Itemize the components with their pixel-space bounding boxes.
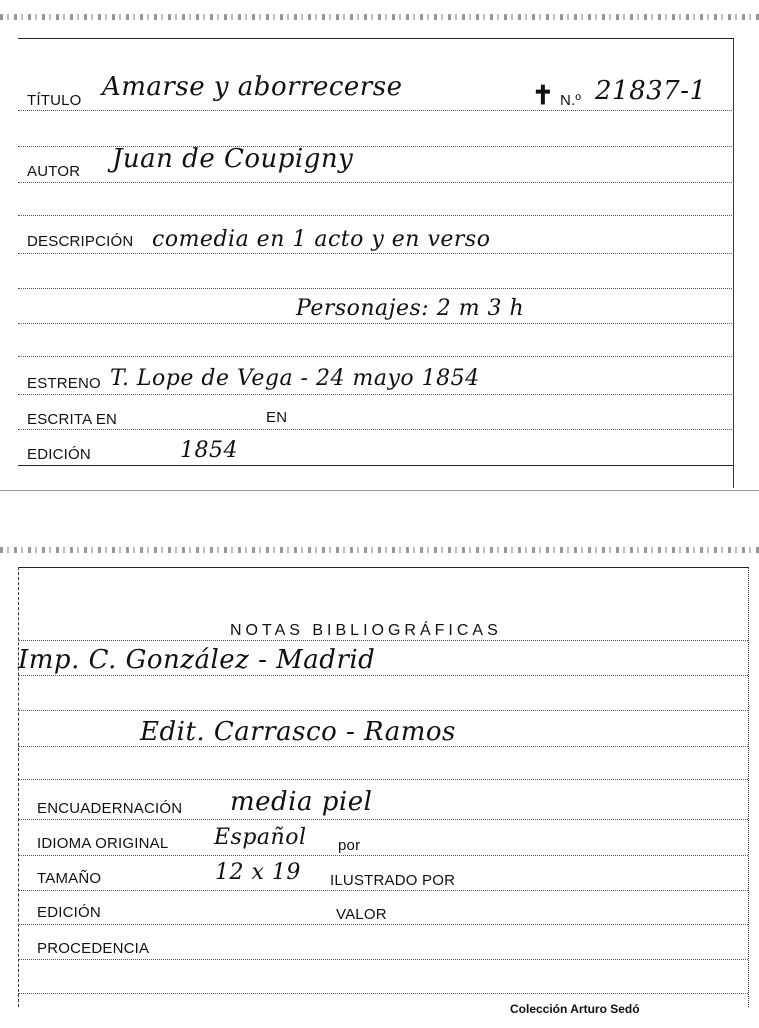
scan-noise-top (0, 14, 759, 20)
scan-noise-top-2 (0, 547, 759, 553)
rule-procedencia (18, 959, 748, 960)
valor-label: VALOR (336, 906, 387, 923)
card-2-left-border (18, 567, 19, 1007)
catalog-card-1 (0, 0, 759, 500)
rule-descripcion (18, 253, 734, 254)
rule-blank-5 (18, 710, 748, 711)
titulo-label: TÍTULO (27, 92, 82, 109)
rule-blank-2 (18, 215, 734, 216)
escrita-label: ESCRITA EN (27, 411, 118, 428)
card-right-border (733, 38, 734, 488)
nota-editorial: Edit. Carrasco - Ramos (140, 717, 456, 747)
card-top-border (18, 38, 734, 39)
descripcion-label: DESCRIPCIÓN (27, 233, 134, 250)
edicion-value: 1854 (180, 438, 238, 463)
notas-heading: NOTAS BIBLIOGRÁFICAS (230, 622, 502, 639)
nota-imprenta: Imp. C. González - Madrid (18, 645, 376, 675)
edicion-label: EDICIÓN (27, 446, 91, 463)
idioma-value: Español (214, 825, 307, 850)
cross-symbol: ✝ (532, 80, 554, 110)
rule-encuadernacion (18, 819, 748, 820)
tamano-value: 12 x 19 (215, 860, 301, 885)
rule-tamano (18, 890, 748, 891)
card-2-right-border (748, 567, 749, 1007)
por-label: por (338, 837, 361, 854)
catalog-card-2 (0, 535, 759, 1028)
idioma-label: IDIOMA ORIGINAL (37, 835, 169, 852)
rule-edicion (18, 465, 734, 466)
rule-edicion-2 (18, 924, 748, 925)
estreno-value: T. Lope de Vega - 24 mayo 1854 (110, 366, 480, 391)
estreno-label: ESTRENO (27, 375, 101, 392)
autor-value: Juan de Coupigny (112, 144, 354, 174)
rule-idioma (18, 855, 748, 856)
rule-heading (18, 640, 748, 641)
tamano-label: TAMAÑO (37, 870, 102, 887)
rule-nota2 (18, 746, 748, 747)
card-1-bottom-edge (0, 490, 759, 491)
card-2-top-border (18, 567, 748, 568)
rule-titulo (18, 110, 734, 111)
collection-footer: Colección Arturo Sedó (510, 1002, 640, 1016)
descripcion-value: comedia en 1 acto y en verso (152, 227, 491, 252)
edicion-2-label: EDICIÓN (37, 904, 101, 921)
personajes-value: Personajes: 2 m 3 h (296, 296, 525, 321)
rule-blank-7 (18, 993, 748, 994)
autor-label: AUTOR (27, 163, 81, 180)
rule-nota1 (18, 675, 748, 676)
encuadernacion-value: media piel (230, 787, 373, 817)
rule-escrita (18, 429, 734, 430)
en-label: EN (266, 409, 288, 426)
encuadernacion-label: ENCUADERNACIÓN (37, 800, 183, 817)
procedencia-label: PROCEDENCIA (37, 940, 150, 957)
titulo-value: Amarse y aborrecerse (102, 72, 403, 102)
rule-estreno (18, 394, 734, 395)
rule-personajes (18, 323, 734, 324)
rule-blank-3 (18, 288, 734, 289)
number-value: 21837-1 (595, 76, 707, 106)
number-label: N.º (560, 92, 582, 109)
ilustrado-label: ILUSTRADO POR (330, 872, 456, 889)
rule-autor (18, 182, 734, 183)
rule-blank-6 (18, 779, 748, 780)
rule-blank-4 (18, 356, 734, 357)
